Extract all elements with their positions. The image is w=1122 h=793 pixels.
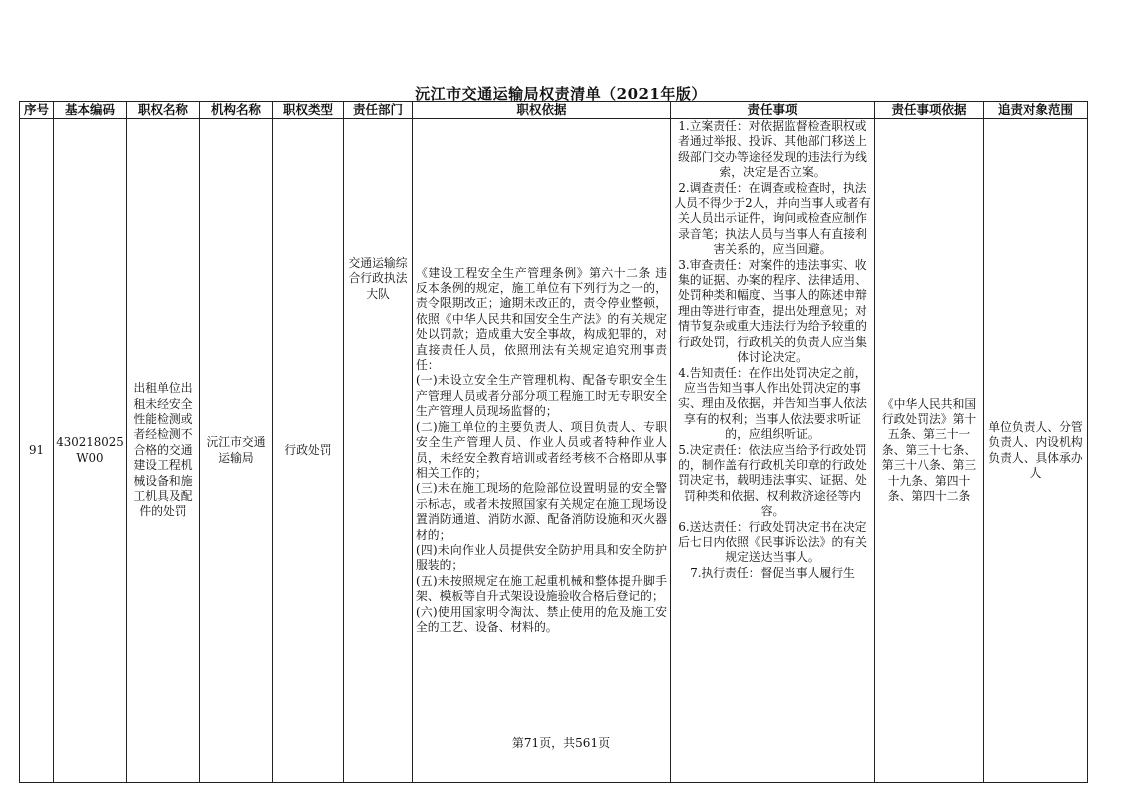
header-row [20, 102, 1088, 119]
duty-item-1: 1.立案责任：对依据监督检查职权或者通过举报、投诉、其他部门移送上级部门交办等途径发现的违法行为线索，决定是否立案。 [678, 119, 867, 180]
duty-item-3: 3.审查责任：对案件的违法事实、收集的证据、办案的程序、法律适用、处罚种类和幅度、当事人的陈述申辩理由等进行审查，提出处理意见；对情节复杂或重大违法行为给予较重的行政处罚，行政机关的负责人应当集体讨论决定。 [678, 257, 867, 365]
header-seq: 序号 [20, 102, 54, 119]
cell-org: 沅江市交通运输局 [200, 119, 273, 783]
header-accountability: 追责对象范围 [984, 102, 1088, 119]
header-duties: 责任事项 [671, 102, 875, 119]
cell-code: 430218025W00 [54, 119, 127, 783]
header-org: 机构名称 [200, 102, 273, 119]
responsibility-table [19, 101, 1088, 783]
cell-accountability: 单位负责人、分管负责人、内设机构负责人、具体承办人 [984, 119, 1088, 783]
duty-item-7: 7.执行责任：督促当事人履行生 [690, 565, 855, 580]
cell-dept: 交通运输综合行政执法大队 [344, 119, 413, 783]
duty-item-2: 2.调查责任：在调查或检查时，执法人员不得少于2人，并向当事人或者有关人员出示证件，询问或检查应制作录音笔；执法人员与当事人有直接利害关系的，应当回避。 [674, 180, 871, 257]
basis-item-5: (五)未按照规定在施工起重机械和整体提升脚手架、模板等自升式架设设施验收合格后登记的； [416, 573, 667, 604]
basis-paragraph: 《建设工程安全生产管理条例》第六十二条 违反本条例的规定，施工单位有下列行为之一的，责令限期改正；逾期未改正的，责令停业整顿，依照《中华人民共和国安全生产法》的有关规定处以罚款；造成重大安全事故，构成犯罪的，对直接责任人员，依照刑法有关规定追究刑事责任： [416, 265, 667, 373]
cell-duty-basis: 《中华人民共和国行政处罚法》第十五条、第三十一条、第三十七条、第三十八条、第三十九条、第四十条、第四十二条 [875, 119, 984, 783]
basis-item-3: (三)未在施工现场的危险部位设置明显的安全警示标志，或者未按照国家有关规定在施工现场设置消防通道、消防水源、配备消防设施和灭火器材的； [416, 481, 667, 542]
page-title: 沅江市交通运输局权责清单（2021年版） [415, 85, 707, 103]
page-number: 第71页，共561页 [511, 736, 611, 750]
duty-item-6: 6.送达责任：行政处罚决定书在决定后七日内依照《民事诉讼法》的有关规定送达当事人。 [678, 519, 867, 565]
header-basis: 职权依据 [413, 102, 671, 119]
basis-item-1: (一)未设立安全生产管理机构、配备专职安全生产管理人员或者分部分项工程施工时无专职安全生产管理人员现场监督的； [416, 373, 667, 419]
duty-item-4: 4.告知责任：在作出处罚决定之前，应当告知当事人作出处罚决定的事实、理由及依据，并告知当事人依法享有的权利；当事人依法要求听证的，应组织听证。 [678, 365, 867, 442]
cell-power-name: 出租单位出租未经安全性能检测或者经检测不合格的交通建设工程机械设备和施工机具及配件的处罚 [127, 119, 200, 783]
cell-power-type: 行政处罚 [273, 119, 344, 783]
header-power-type: 职权类型 [273, 102, 344, 119]
duty-item-5: 5.决定责任：依法应当给予行政处罚的，制作盖有行政机关印章的行政处罚决定书，载明违法事实、证据、处罚种类和依据、权利救济途径等内容。 [678, 442, 867, 519]
basis-item-4: (四)未向作业人员提供安全防护用具和安全防护服装的； [416, 542, 667, 573]
basis-item-2: (二)施工单位的主要负责人、项目负责人、专职安全生产管理人员、作业人员或者特种作业人员，未经安全教育培训或者经考核不合格即从事相关工作的； [416, 419, 667, 480]
header-power-name: 职权名称 [127, 102, 200, 119]
cell-basis [413, 119, 671, 783]
basis-item-6: (六)使用国家明令淘汰、禁止使用的危及施工安全的工艺、设备、材料的。 [416, 604, 667, 634]
header-code: 基本编码 [54, 102, 127, 119]
table-row [20, 119, 1088, 783]
header-dept: 责任部门 [344, 102, 413, 119]
header-duty-basis: 责任事项依据 [875, 102, 984, 119]
cell-duties [671, 119, 875, 783]
cell-seq: 91 [20, 119, 54, 783]
